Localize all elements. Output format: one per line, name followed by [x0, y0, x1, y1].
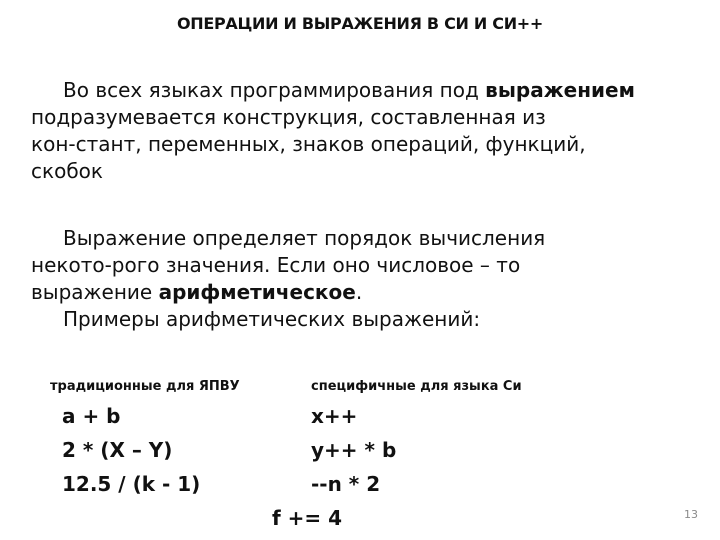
left-column-heading: традиционные для ЯПВУ	[50, 379, 240, 394]
paragraph2-line4: Примеры арифметических выражений:	[63, 307, 481, 331]
page-number: 13	[684, 508, 698, 521]
paragraph2-line2: некото-рого значения. Если оно числовое – то	[31, 253, 521, 277]
example-extra: f += 4	[272, 506, 343, 530]
example-right-1: x++	[311, 404, 358, 428]
example-left-2: 2 * (X – Y)	[62, 438, 173, 462]
right-column-heading: специфичные для языка Си	[311, 379, 522, 394]
paragraph1-line3: кон-стант, переменных, знаков операций, функций,	[31, 132, 586, 156]
example-left-3: 12.5 / (k - 1)	[62, 472, 201, 496]
example-right-3: --n * 2	[311, 472, 381, 496]
term-arithmetic: арифметическое	[158, 280, 356, 304]
paragraph-arithmetic	[31, 225, 691, 333]
term-expression: выражением	[485, 78, 635, 102]
paragraph1-line2: подразумевается конструкция, составленная из	[31, 105, 546, 129]
left-examples	[62, 399, 200, 501]
example-left-1: a + b	[62, 404, 121, 428]
paragraph1-line4: скобок	[31, 159, 103, 183]
right-examples	[311, 399, 396, 501]
paragraph1-line1: Во всех языках программирования под выражением	[63, 78, 635, 102]
paragraph2-line1: Выражение определяет порядок вычисления	[63, 226, 546, 250]
example-right-2: y++ * b	[311, 438, 397, 462]
paragraph2-line3: выражение арифметическое.	[31, 280, 363, 304]
paragraph-expression-definition	[31, 77, 691, 185]
slide-title: ОПЕРАЦИИ И ВЫРАЖЕНИЯ В СИ И СИ++	[176, 14, 544, 33]
